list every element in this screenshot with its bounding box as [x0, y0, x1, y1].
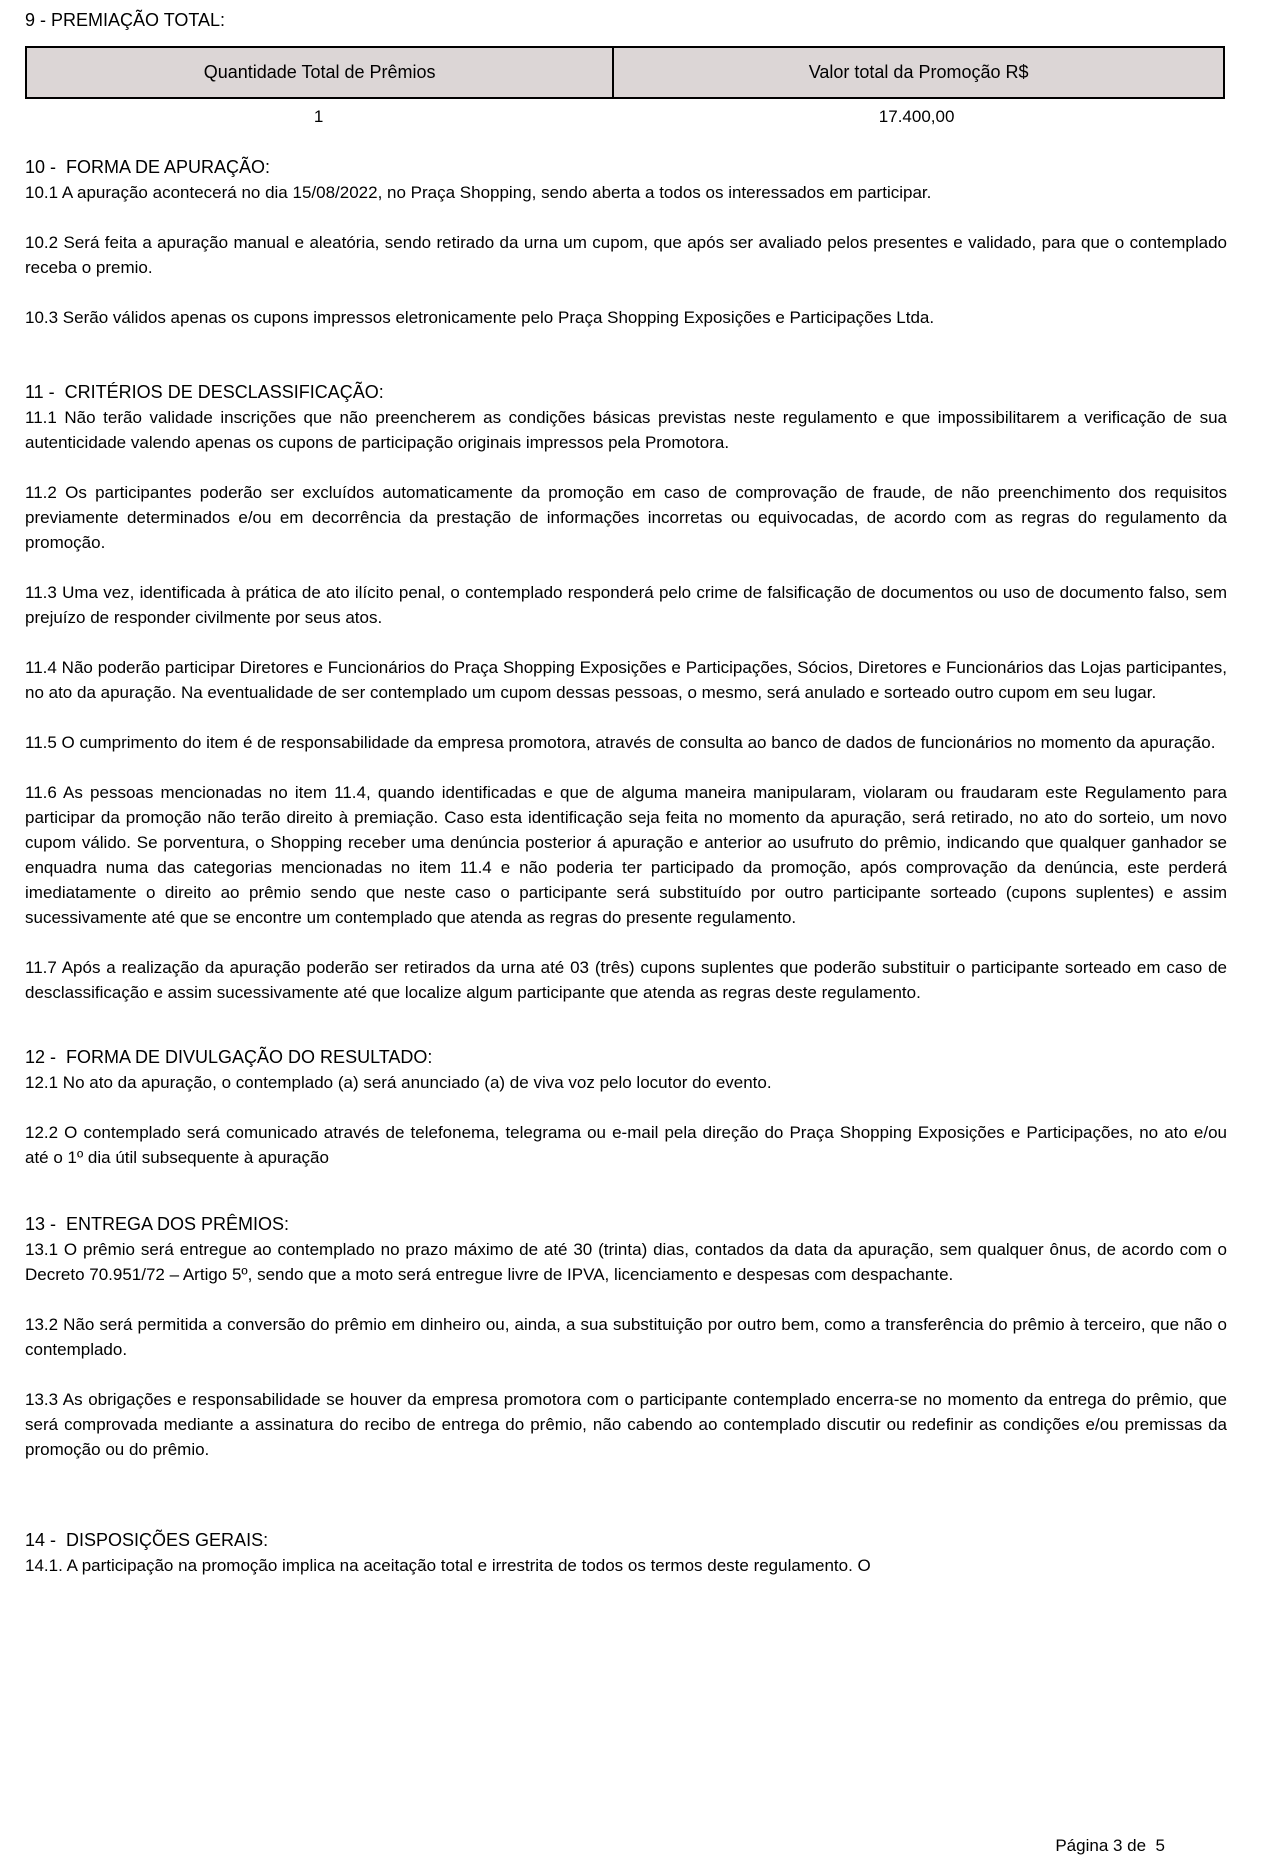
- paragraph: 13.2 Não será permitida a conversão do prêmio em dinheiro ou, ainda, a sua substituição por outro bem, como a transferência do prêmio à terceiro, que não o contemplado.: [25, 1315, 1227, 1359]
- paragraph: 10.1 A apuração acontecerá no dia 15/08/2022, no Praça Shopping, sendo aberta a todos os interessados em participar.: [25, 183, 932, 202]
- paragraph: 11.3 Uma vez, identificada à prática de ato ilícito penal, o contemplado responderá pelo crime de falsificação de documentos ou uso de documento falso, sem prejuízo de responder civilmente por seus atos.: [25, 583, 1227, 627]
- section-forma-de-apuracao: [25, 155, 1227, 330]
- prize-table: [25, 46, 1225, 99]
- section-premiacao-total: [25, 8, 1227, 129]
- section-entrega-dos-premios: [25, 1212, 1227, 1462]
- section-heading: 9 - PREMIAÇÃO TOTAL:: [25, 10, 226, 30]
- section-heading: 10 - FORMA DE APURAÇÃO:: [25, 157, 271, 177]
- paragraph: 12.1 No ato da apuração, o contemplado (a) será anunciado (a) de viva voz pelo locutor do evento.: [25, 1073, 772, 1092]
- page-number: Página 3 de 5: [1055, 1836, 1165, 1855]
- section-disposicoes-gerais: [25, 1528, 1227, 1578]
- section-heading: 13 - ENTREGA DOS PRÊMIOS:: [25, 1214, 290, 1234]
- section-forma-divulgacao-resultado: [25, 1045, 1227, 1170]
- table-header-quantidade: Quantidade Total de Prêmios: [27, 48, 614, 97]
- table-header-valor: Valor total da Promoção R$: [808, 62, 1029, 82]
- section-heading: 12 - FORMA DE DIVULGAÇÃO DO RESULTADO:: [25, 1047, 433, 1067]
- prize-table-values-row: [25, 104, 1221, 129]
- paragraph: 11.1 Não terão validade inscrições que não preencherem as condições básicas previstas neste regulamento e que impossibilitarem a verificação de sua autenticidade valendo apenas os cupons de participação originais impressos pela Promotora.: [25, 408, 1227, 452]
- section-heading: 14 - DISPOSIÇÕES GERAIS:: [25, 1530, 269, 1550]
- table-value-quantidade: 1: [313, 107, 324, 126]
- paragraph: 13.1 O prêmio será entregue ao contemplado no prazo máximo de até 30 (trinta) dias, contados da data da apuração, sem qualquer ônus, de acordo com o Decreto 70.951/72 – Artigo 5º, sendo que a moto será entregue livre de IPVA, licenciamento e despesas com despachante.: [25, 1240, 1227, 1284]
- paragraph: 13.3 As obrigações e responsabilidade se houver da empresa promotora com o participante contemplado encerra-se no momento da entrega do prêmio, que será comprovada mediante a assinatura do recibo de entrega do prêmio, não cabendo ao contemplado discutir ou redefinir as condições e/ou premissas da promoção ou do prêmio.: [25, 1390, 1227, 1459]
- paragraph: 11.2 Os participantes poderão ser excluídos automaticamente da promoção em caso de comprovação de fraude, de não preenchimento dos requisitos previamente determinados e/ou em decorrência da prestação de informações incorretas ou equivocadas, de acordo com as regras do regulamento da promoção.: [25, 483, 1227, 552]
- paragraph: 11.6 As pessoas mencionadas no item 11.4, quando identificadas e que de alguma maneira manipularam, violaram ou fraudaram este Regulamento para participar da promoção não terão direito à premiação. Caso esta identificação seja feita no momento da apuração, será retirado, no ato do sorteio, um novo cupom válido. Se porventura, o Shopping receber uma denúncia posterior á apuração e anterior ao usufruto do prêmio, indicando que qualquer ganhador se enquadra numa das categorias mencionadas no item 11.4 e não poderia ter participado da promoção, após comprovação da denúncia, este perderá imediatamente o direito ao prêmio sendo que neste caso o participante será substituído por outro participante sorteado (cupons suplentes) e assim sucessivamente até que se encontre um contemplado que atenda as regras do presente regulamento.: [25, 783, 1227, 927]
- paragraph: 12.2 O contemplado será comunicado através de telefonema, telegrama ou e-mail pela direção do Praça Shopping Exposições e Participações, no ato e/ou até o 1º dia útil subsequente à apuração: [25, 1123, 1227, 1167]
- paragraph: 10.3 Serão válidos apenas os cupons impressos eletronicamente pelo Praça Shopping Exposições e Participações Ltda.: [25, 308, 935, 327]
- paragraph: 11.7 Após a realização da apuração poderão ser retirados da urna até 03 (três) cupons suplentes que poderão substituir o participante sorteado em caso de desclassificação e assim sucessivamente até que localize algum participante que atenda as regras deste regulamento.: [25, 958, 1227, 1002]
- paragraph: 11.4 Não poderão participar Diretores e Funcionários do Praça Shopping Exposições e Participações, Sócios, Diretores e Funcionários das Lojas participantes, no ato da apuração. Na eventualidade de ser contemplado um cupom dessas pessoas, o mesmo, será anulado e sorteado outro cupom em seu lugar.: [25, 658, 1227, 702]
- paragraph: 11.5 O cumprimento do item é de responsabilidade da empresa promotora, através de consulta ao banco de dados de funcionários no momento da apuração.: [25, 733, 1216, 752]
- table-value-valor: 17.400,00: [878, 107, 955, 126]
- section-criterios-desclassificacao: [25, 380, 1227, 1005]
- section-heading: 11 - CRITÉRIOS DE DESCLASSIFICAÇÃO:: [25, 382, 384, 402]
- paragraph: 10.2 Será feita a apuração manual e aleatória, sendo retirado da urna um cupom, que após ser avaliado pelos presentes e validado, para que o contemplado receba o premio.: [25, 233, 1227, 277]
- paragraph: 14.1. A participação na promoção implica na aceitação total e irrestrita de todos os termos deste regulamento. O: [25, 1556, 871, 1575]
